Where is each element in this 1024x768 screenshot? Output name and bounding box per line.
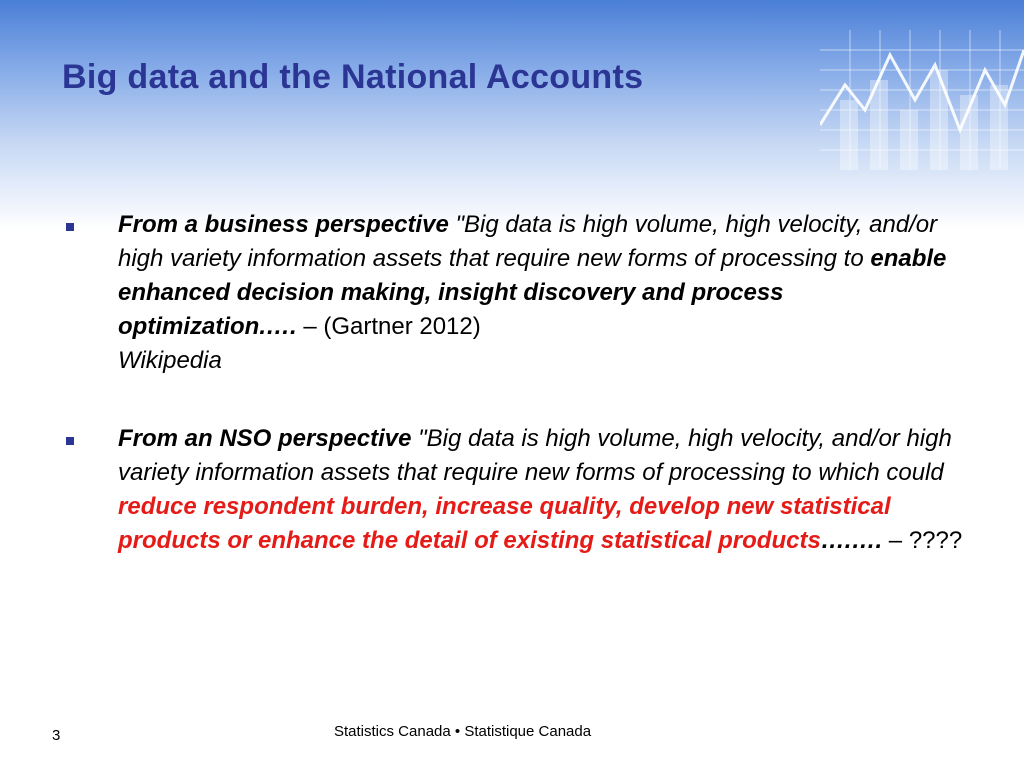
footer-organization: Statistics Canada • Statistique Canada xyxy=(334,723,592,740)
bullet-source: Wikipedia xyxy=(118,347,222,374)
bullet-lead: From a business perspective xyxy=(118,211,449,238)
line-chart-decoration-icon xyxy=(820,30,1024,170)
bullet-nso-perspective xyxy=(64,422,964,558)
bullet-quote: "Big data is high volume, high velocity, and/or high variety information assets that require new forms of processing to which could xyxy=(118,425,952,486)
bullet-business-perspective xyxy=(64,208,964,378)
bullet-emphasis: reduce respondent burden, increase quality, develop new statistical products or enhance the detail of existing statistical products xyxy=(118,493,891,554)
square-bullet-icon xyxy=(66,223,74,231)
slide-title: Big data and the National Accounts xyxy=(62,58,644,96)
bullet-citation: – (Gartner 2012) xyxy=(296,313,481,340)
page-number: 3 xyxy=(52,727,61,744)
bullet-trailing-dots: ….…. xyxy=(820,527,883,554)
bullet-emphasis: enable enhanced decision making, insight discovery and process optimization.…. xyxy=(118,245,947,340)
bullet-lead: From an NSO perspective xyxy=(118,425,412,452)
bullet-citation: – ???? xyxy=(882,527,963,554)
bullet-quote: "Big data is high volume, high velocity, and/or high variety information assets that require new forms of processing to xyxy=(118,211,938,272)
bullet-list xyxy=(64,208,964,558)
square-bullet-icon xyxy=(66,437,74,445)
